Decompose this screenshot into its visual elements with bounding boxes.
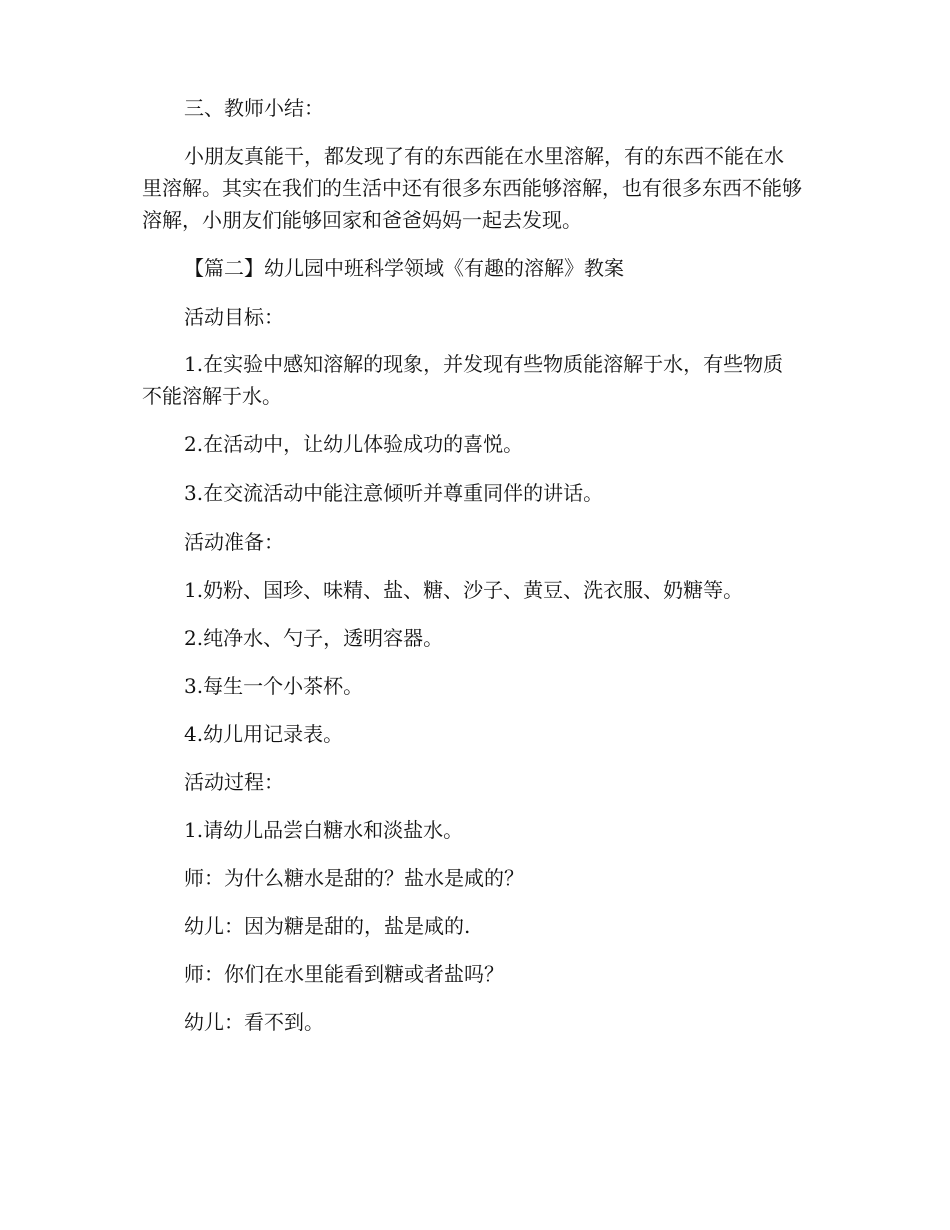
dialogue-teacher-1: 师：为什么糖水是甜的？盐水是咸的？ bbox=[184, 866, 524, 890]
heading-activity-process: 活动过程： bbox=[184, 770, 284, 794]
heading-activity-goals: 活动目标： bbox=[184, 305, 284, 329]
heading-activity-preparation: 活动准备： bbox=[184, 530, 284, 554]
goal-item-1: 1.在实验中感知溶解的现象，并发现有些物质能溶解于水，有些物质不能溶解于水。 bbox=[142, 352, 784, 408]
preparation-item-3: 3.每生一个小茶杯。 bbox=[184, 674, 364, 698]
preparation-item-4: 4.幼儿用记录表。 bbox=[184, 722, 344, 746]
dialogue-child-1: 幼儿：因为糖是甜的，盐是咸的. bbox=[184, 914, 471, 938]
goal-item-2: 2.在活动中，让幼儿体验成功的喜悦。 bbox=[184, 432, 524, 456]
preparation-item-1: 1.奶粉、国珍、味精、盐、糖、沙子、黄豆、洗衣服、奶糖等。 bbox=[184, 578, 744, 602]
goal-item-3: 3.在交流活动中能注意倾听并尊重同伴的讲话。 bbox=[184, 481, 604, 505]
dialogue-child-2: 幼儿：看不到。 bbox=[184, 1010, 324, 1034]
section-heading-teacher-summary: 三、教师小结： bbox=[184, 96, 324, 120]
process-step-1: 1.请幼儿品尝白糖水和淡盐水。 bbox=[184, 818, 464, 842]
dialogue-teacher-2: 师：你们在水里能看到糖或者盐吗？ bbox=[184, 962, 504, 986]
preparation-item-2: 2.纯净水、勺子，透明容器。 bbox=[184, 626, 444, 650]
article-title-part-two: 【篇二】幼儿园中班科学领域《有趣的溶解》教案 bbox=[184, 256, 624, 280]
summary-paragraph: 小朋友真能干，都发现了有的东西能在水里溶解，有的东西不能在水里溶解。其实在我们的生活中还有很多东西能够溶解，也有很多东西不能够溶解，小朋友们能够回家和爸爸妈妈一起去发现。 bbox=[142, 144, 802, 232]
